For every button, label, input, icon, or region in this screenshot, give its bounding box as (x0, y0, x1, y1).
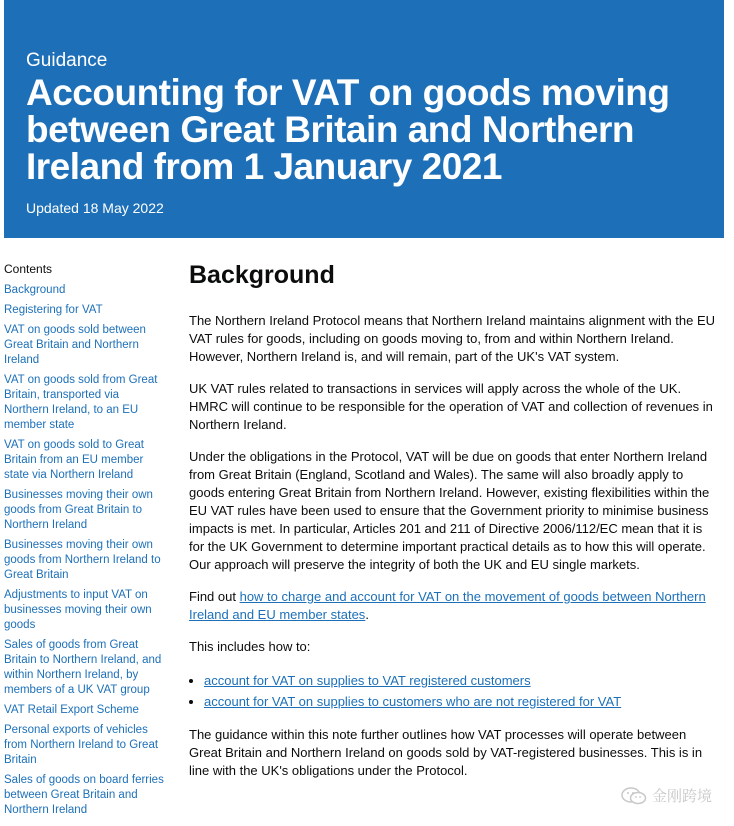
how-to-list (189, 670, 719, 712)
contents-link-vehicle-exports[interactable]: Personal exports of vehicles from Northern Ireland to Great Britain (4, 724, 159, 766)
paragraph-includes: This includes how to: (189, 639, 311, 654)
paragraph-guidance: The guidance within this note further outlines how VAT processes will operate between Great Britain and Northern Ireland on goods sold by VAT-registered businesses. This is in line with the UK's obligations under the Protocol. (189, 727, 703, 778)
section-heading: Background (189, 261, 335, 289)
paragraph-services: UK VAT rules related to transactions in services will apply across the whole of the UK. HMRC will continue to be responsible for the operation of VAT and collection of revenues in Northern Ireland. (189, 381, 713, 432)
contents-link-input-vat[interactable]: Adjustments to input VAT on businesses moving their own goods (4, 589, 152, 631)
find-out-prefix: Find out (189, 589, 240, 604)
contents-link-gb-ni-sales[interactable]: VAT on goods sold between Great Britain and Northern Ireland (4, 324, 146, 366)
contents-link-own-goods-ni-gb[interactable]: Businesses moving their own goods from Northern Ireland to Great Britain (4, 539, 161, 581)
link-non-registered-customers[interactable]: account for VAT on supplies to customers who are not registered for VAT (204, 694, 622, 709)
contents-label: Contents (4, 262, 53, 276)
find-out-suffix: . (365, 607, 369, 622)
contents-link-background[interactable]: Background (4, 284, 66, 296)
link-ni-eu-goods[interactable]: how to charge and account for VAT on the movement of goods between Northern Ireland and EU member states (189, 589, 706, 622)
watermark-text: 金刚跨境 (651, 788, 712, 805)
paragraph-find-out (189, 588, 719, 624)
page-header (4, 0, 724, 238)
link-vat-registered-customers[interactable]: account for VAT on supplies to VAT registered customers (204, 673, 531, 688)
contents-link-gb-via-ni-eu[interactable]: VAT on goods sold from Great Britain, transported via Northern Ireland, to an EU member state (4, 374, 158, 431)
updated-date: Updated 18 May 2022 (26, 200, 164, 216)
contents-link-vat-group[interactable]: Sales of goods from Great Britain to Northern Ireland, and within Northern Ireland, by members of a UK VAT group (4, 639, 162, 696)
contents-link-own-goods-gb-ni[interactable]: Businesses moving their own goods from Great Britain to Northern Ireland (4, 489, 153, 531)
contents-link-eu-via-ni-gb[interactable]: VAT on goods sold to Great Britain from an EU member state via Northern Ireland (4, 439, 144, 481)
list-item (204, 670, 719, 691)
main-content (189, 258, 719, 794)
wechat-icon (621, 787, 647, 805)
page-title: Accounting for VAT on goods moving between Great Britain and Northern Ireland from 1 January 2021 (26, 72, 670, 187)
paragraph-protocol: The Northern Ireland Protocol means that Northern Ireland maintains alignment with the EU VAT rules for goods, including on goods moving to, from and within Northern Ireland. However, Northern Ireland is, and will remain, part of the UK's VAT system. (189, 313, 716, 364)
contents-link-retail-export[interactable]: VAT Retail Export Scheme (4, 704, 139, 716)
contents-sidebar (4, 262, 166, 823)
guidance-label: Guidance (26, 50, 108, 71)
watermark (621, 785, 712, 806)
contents-link-registering[interactable]: Registering for VAT (4, 304, 103, 316)
list-item (204, 691, 719, 712)
contents-list (4, 283, 166, 818)
contents-link-ferries[interactable]: Sales of goods on board ferries between Great Britain and Northern Ireland (4, 774, 164, 816)
paragraph-obligations: Under the obligations in the Protocol, VAT will be due on goods that enter Northern Ireland from Great Britain (England, Scotland and Wales). The same will also broadly apply to goods entering Great Britain from Northern Ireland. However, existing flexibilities within the EU VAT rules have been used to ensure that the Government priority to minimise business impacts is met. In particular, Articles 201 and 211 of Directive 2006/112/EC mean that it is for the UK Government to determine important practical details as to how this will operate. Our approach will preserve the integrity of both the UK and EU single markets. (189, 449, 710, 572)
